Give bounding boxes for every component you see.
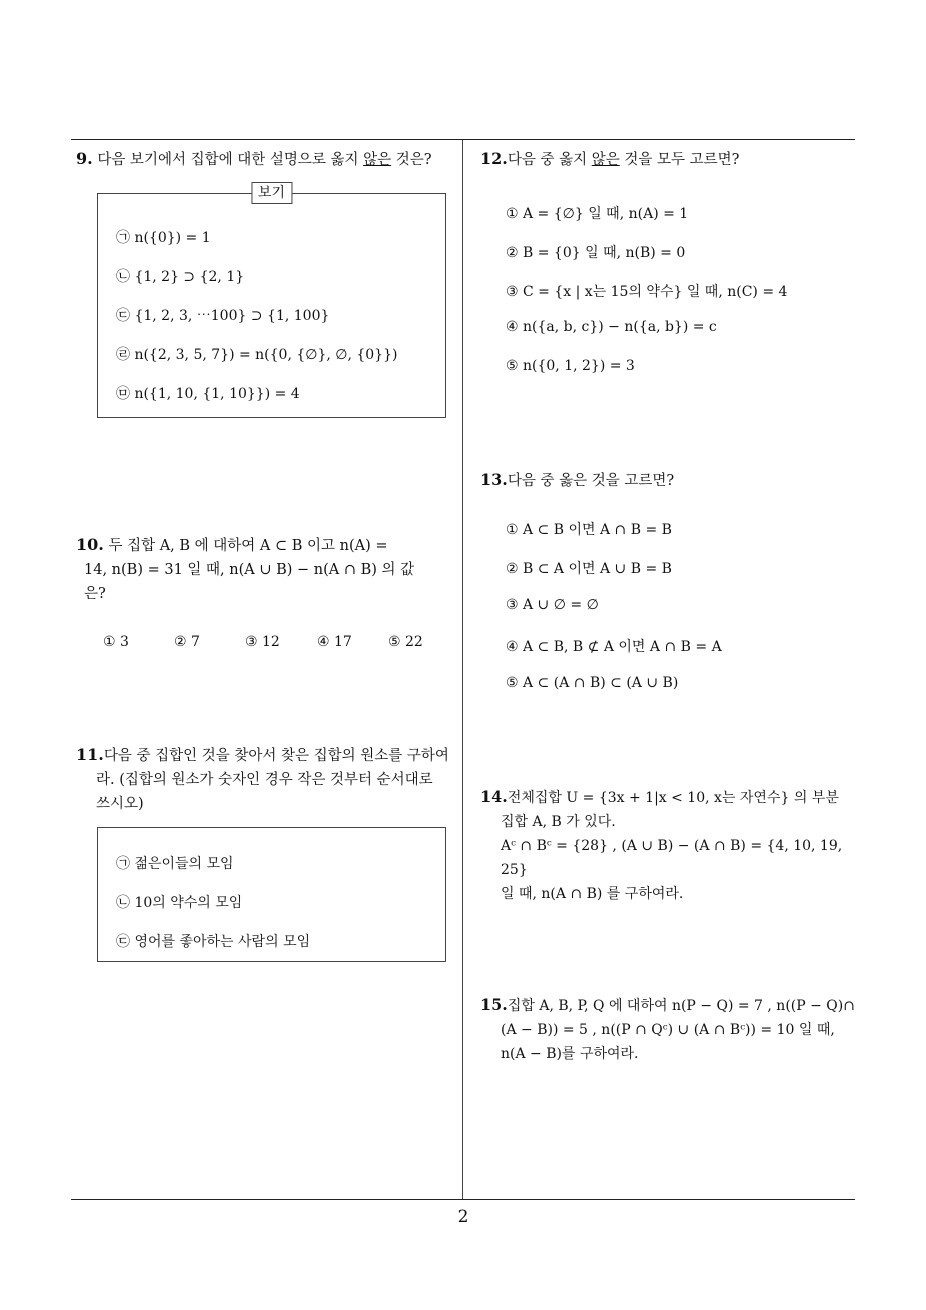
- question-number: 9.: [76, 149, 93, 168]
- choice-1[interactable]: ① 3: [103, 634, 129, 650]
- choice-1[interactable]: ① A ⊂ B 이면 A ∩ B = B: [506, 522, 672, 538]
- bottom-rule: [71, 1199, 855, 1200]
- question-line-4: 일 때, n(A ∩ B) 를 구하여라.: [501, 886, 684, 902]
- question-line-2: (A − B)) = 5 , n((P ∩ Qᶜ) ∪ (A ∩ Bᶜ)) = 10 일 때,: [501, 1022, 835, 1038]
- question-line-1: 다음 중 집합인 것을 찾아서 찾은 집합의 원소를 구하여: [103, 748, 449, 764]
- page-number: 2: [457, 1207, 469, 1227]
- question-line-2: 집합 A, B 가 있다.: [501, 814, 616, 830]
- question-15: [480, 993, 860, 1066]
- choice-5[interactable]: ⑤ 22: [388, 634, 423, 650]
- question-text: 다음 중 옳은 것을 고르면?: [507, 473, 675, 489]
- bogi-item-3: ㉢ {1, 2, 3, ⋯100} ⊃ {1, 100}: [116, 308, 330, 324]
- question-line-3: n(A − B)를 구하여라.: [501, 1046, 639, 1062]
- choice-4[interactable]: ④ 17: [317, 634, 352, 650]
- question-line-3: 은?: [84, 586, 106, 602]
- question-number: 12.: [480, 149, 508, 168]
- underlined-word: 않은: [591, 152, 620, 168]
- question-text-end: 것을 모두 고르면?: [619, 152, 740, 168]
- bogi-item-1: ㉠ n({0}) = 1: [116, 230, 211, 246]
- choice-5[interactable]: ⑤ A ⊂ (A ∩ B) ⊂ (A ∪ B): [506, 675, 679, 691]
- q11-item-2: ㉡ 10의 약수의 모임: [116, 895, 243, 911]
- bogi-item-4: ㉣ n({2, 3, 5, 7}) = n({0, {∅}, ∅, {0}}): [116, 347, 398, 363]
- question-10: [76, 533, 461, 606]
- q11-box: [97, 827, 446, 962]
- bogi-box: [97, 185, 446, 418]
- question-number: 10.: [76, 535, 104, 554]
- question-14: [480, 785, 860, 906]
- question-line-1: 전체집합 U = {3x + 1|x < 10, x는 자연수} 의 부분: [507, 790, 839, 806]
- choice-2[interactable]: ② 7: [174, 634, 200, 650]
- choice-3[interactable]: ③ 12: [245, 634, 280, 650]
- top-rule: [71, 139, 855, 140]
- choice-3[interactable]: ③ C = {x | x는 15의 약수} 일 때, n(C) = 4: [506, 284, 788, 300]
- question-line-1: 두 집합 A, B 에 대하여 A ⊂ B 이고 n(A) =: [108, 538, 388, 554]
- choice-4[interactable]: ④ A ⊂ B, B ⊄ A 이면 A ∩ B = A: [506, 639, 722, 655]
- question-number: 11.: [76, 745, 104, 764]
- question-line-2: 라. (집합의 원소가 숫자인 경우 작은 것부터 순서대로: [96, 772, 433, 788]
- question-text: 다음 중 옳지: [507, 152, 592, 168]
- question-line-2: 14, n(B) = 31 일 때, n(A ∪ B) − n(A ∩ B) 의 값: [84, 562, 415, 578]
- choice-4[interactable]: ④ n({a, b, c}) − n({a, b}) = c: [506, 319, 717, 335]
- q11-item-1: ㉠ 젊은이들의 모임: [116, 856, 234, 872]
- choice-1[interactable]: ① A = {∅} 일 때, n(A) = 1: [506, 206, 689, 222]
- choice-2[interactable]: ② B ⊂ A 이면 A ∪ B = B: [506, 561, 672, 577]
- question-text-end: 것은?: [391, 152, 432, 168]
- column-divider: [462, 140, 463, 1200]
- q11-item-3: ㉢ 영어를 좋아하는 사람의 모임: [116, 934, 311, 950]
- question-line-3: Aᶜ ∩ Bᶜ = {28} , (A ∪ B) − (A ∩ B) = {4, 10, 19, 25}: [501, 838, 843, 878]
- bogi-title: 보기: [251, 182, 292, 204]
- question-12: [480, 147, 860, 172]
- question-line-3: 쓰시오): [96, 796, 144, 812]
- question-number: 15.: [480, 995, 508, 1014]
- choice-2[interactable]: ② B = {0} 일 때, n(B) = 0: [506, 245, 686, 261]
- question-9: [76, 147, 461, 172]
- question-11: [76, 743, 461, 816]
- choice-5[interactable]: ⑤ n({0, 1, 2}) = 3: [506, 358, 635, 374]
- underlined-word: 않은: [363, 152, 392, 168]
- bogi-item-2: ㉡ {1, 2} ⊃ {2, 1}: [116, 269, 245, 285]
- question-line-1: 집합 A, B, P, Q 에 대하여 n(P − Q) = 7 , n((P − Q)∩: [507, 998, 855, 1014]
- question-number: 13.: [480, 470, 508, 489]
- question-13: [480, 468, 860, 493]
- question-text: 다음 보기에서 집합에 대한 설명으로 옳지: [97, 152, 364, 168]
- question-number: 14.: [480, 787, 508, 806]
- choice-3[interactable]: ③ A ∪ ∅ = ∅: [506, 597, 599, 613]
- bogi-item-5: ㉤ n({1, 10, {1, 10}}) = 4: [116, 386, 300, 402]
